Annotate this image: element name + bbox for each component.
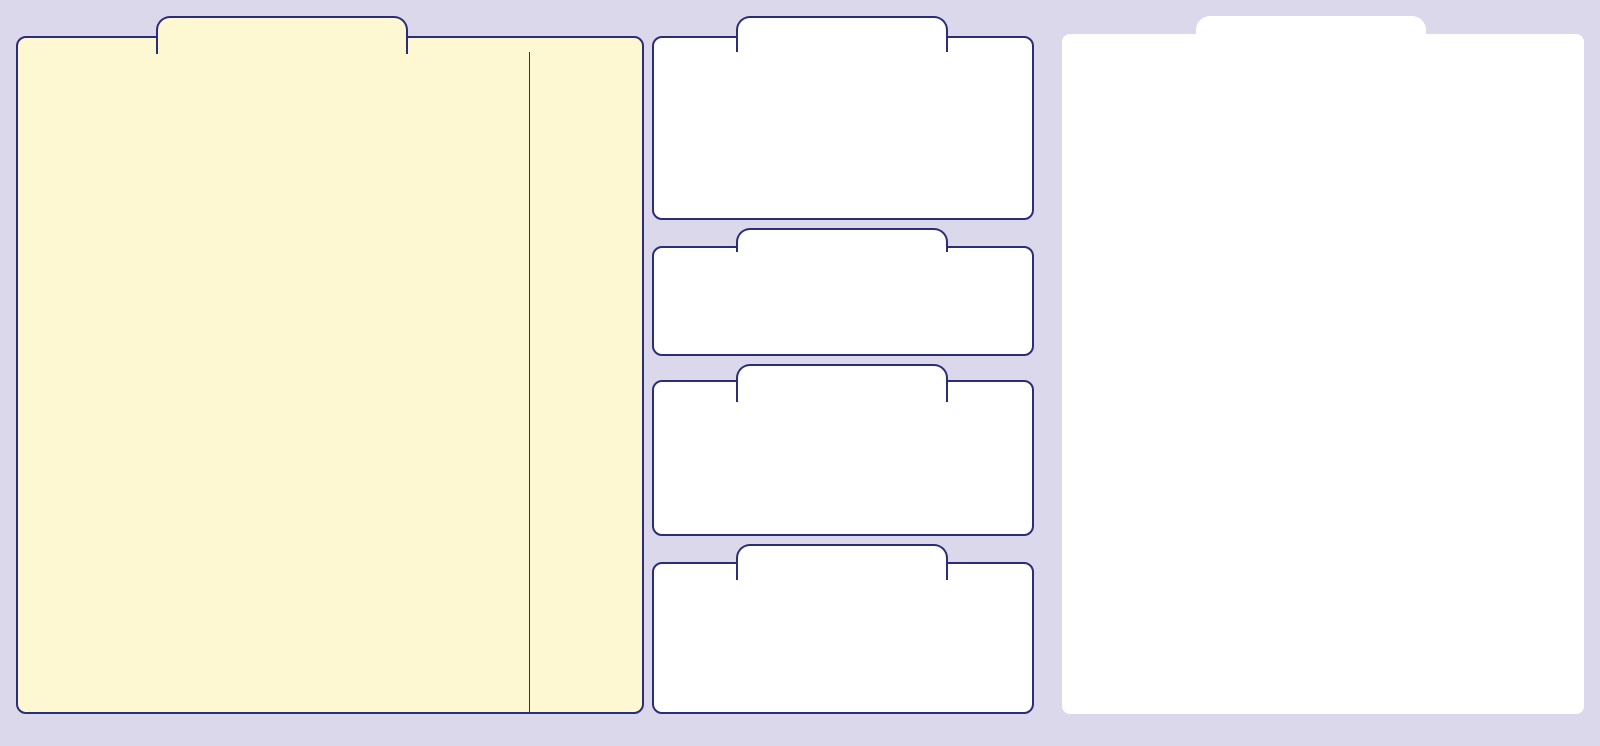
- sunday-divider: [529, 52, 530, 712]
- saturday-panel: [652, 380, 1034, 536]
- sunday-title-tab: [156, 16, 408, 54]
- word-of-life-panel: [1062, 34, 1584, 714]
- friday-panel: [652, 246, 1034, 356]
- wednesday-panel: [652, 36, 1034, 220]
- anthem-title-tab: [736, 544, 948, 580]
- host-box: [538, 230, 636, 232]
- prayer-box: [538, 392, 636, 394]
- saturday-title-tab: [736, 364, 948, 402]
- wednesday-title-tab: [736, 16, 948, 52]
- anthem-panel: [652, 562, 1034, 714]
- word-title-tab: [1196, 16, 1426, 52]
- offering-box: [538, 556, 636, 558]
- friday-title-tab: [736, 228, 948, 252]
- sunday-service-panel: [16, 36, 644, 714]
- today-word-box: [538, 56, 636, 58]
